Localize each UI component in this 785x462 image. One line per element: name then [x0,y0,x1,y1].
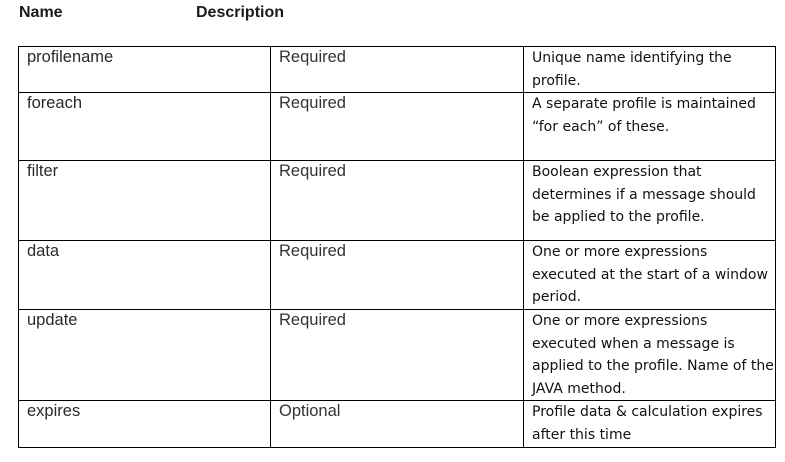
param-name: update [19,309,271,400]
param-name: filter [19,161,271,241]
parameters-table [18,46,776,448]
param-description: One or more expressions executed when a message is applied to the profile. Name of the JAVA method. [524,309,776,400]
param-requirement: Required [271,241,524,310]
param-name: profilename [19,47,271,93]
param-requirement: Required [271,93,524,161]
table-row [19,161,776,241]
param-description: A separate profile is maintained “for each” of these. [524,93,776,161]
table-row [19,47,776,93]
table-row [19,241,776,310]
column-header-description: Description [196,4,285,21]
param-requirement: Required [271,161,524,241]
param-name: expires [19,401,271,447]
table-row [19,309,776,400]
param-requirement: Optional [271,401,524,447]
table-row [19,93,776,161]
param-name: data [19,241,271,310]
param-description: Boolean expression that determines if a message should be applied to the profile. [524,161,776,241]
table-row [19,401,776,447]
param-requirement: Required [271,309,524,400]
column-header-name: Name [19,4,63,21]
table-header [0,4,785,28]
param-description: Unique name identifying the profile. [524,47,776,93]
param-requirement: Required [271,47,524,93]
param-name: foreach [19,93,271,161]
param-description: Profile data & calculation expires after this time [524,401,776,447]
param-description: One or more expressions executed at the start of a window period. [524,241,776,310]
